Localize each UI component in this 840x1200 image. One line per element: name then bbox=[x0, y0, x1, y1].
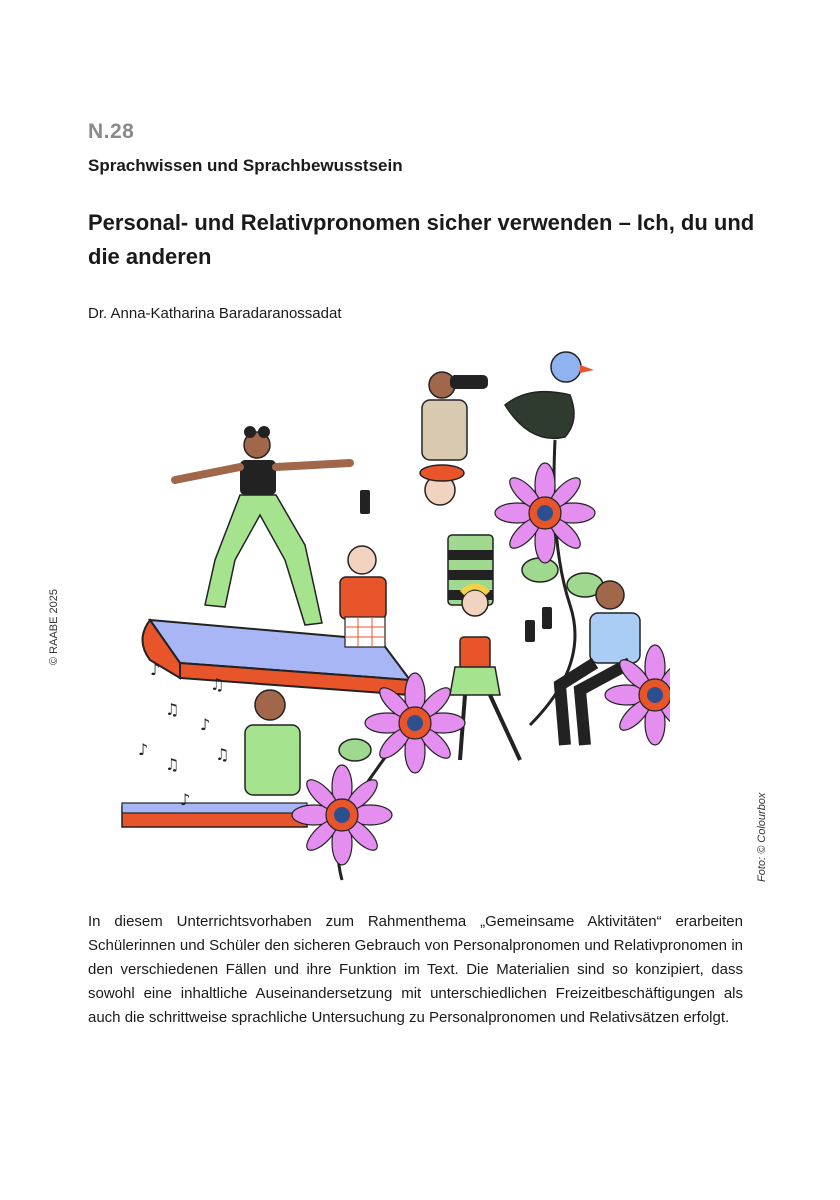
people-leisure-activities-illustration bbox=[110, 345, 670, 885]
svg-text:♪: ♪ bbox=[200, 715, 211, 734]
binoculars-man-icon bbox=[422, 372, 488, 460]
svg-text:♪: ♪ bbox=[150, 660, 161, 679]
copyright-notice: © RAABE 2025 bbox=[48, 589, 60, 665]
keyboard-icon bbox=[122, 803, 307, 827]
knitting-man-icon bbox=[340, 546, 386, 647]
page-title: Personal- und Relativpronomen sicher verwenden – Ich, du und die anderen bbox=[88, 210, 755, 269]
intro-paragraph: In diesem Unterrichtsvorhaben zum Rahmenthema „Gemeinsame Aktivitäten“ erarbeiten Schülerinnen und Schüler den sicheren Gebrauch von Personalpronomen und Relativpronomen in den verschiedenen Fällen und ihre Funktion im Text. Die Materialien sind so konzipiert, dass sowohl eine inhaltliche Auseinandersetzung mit unterschiedlichen Freizeitbeschäftigungen als auch die schrittweise sprachliche Untersuchung zu Personalpronomen und Relativsätzen erfolgt. bbox=[88, 913, 743, 1026]
unit-code: N.28 bbox=[88, 120, 135, 143]
section-title: Sprachwissen und Sprachbewusstsein bbox=[88, 156, 403, 175]
svg-text:♫: ♫ bbox=[165, 755, 180, 774]
dancing-woman-icon bbox=[175, 426, 350, 625]
svg-text:♫: ♫ bbox=[210, 675, 225, 694]
svg-text:♪: ♪ bbox=[138, 740, 149, 759]
svg-text:♫: ♫ bbox=[165, 700, 180, 719]
bird-icon bbox=[505, 352, 594, 438]
flower-icon bbox=[495, 463, 595, 563]
flower-icon bbox=[292, 765, 392, 865]
author: Dr. Anna-Katharina Baradaranossadat bbox=[88, 305, 342, 322]
piano-player-icon bbox=[245, 690, 300, 795]
woman-with-drink-icon bbox=[450, 587, 535, 761]
photo-credit: Foto: © Colourbox bbox=[756, 792, 768, 882]
svg-text:♪: ♪ bbox=[180, 790, 191, 809]
music-notes-icon bbox=[138, 660, 229, 809]
svg-text:♫: ♫ bbox=[215, 745, 230, 764]
